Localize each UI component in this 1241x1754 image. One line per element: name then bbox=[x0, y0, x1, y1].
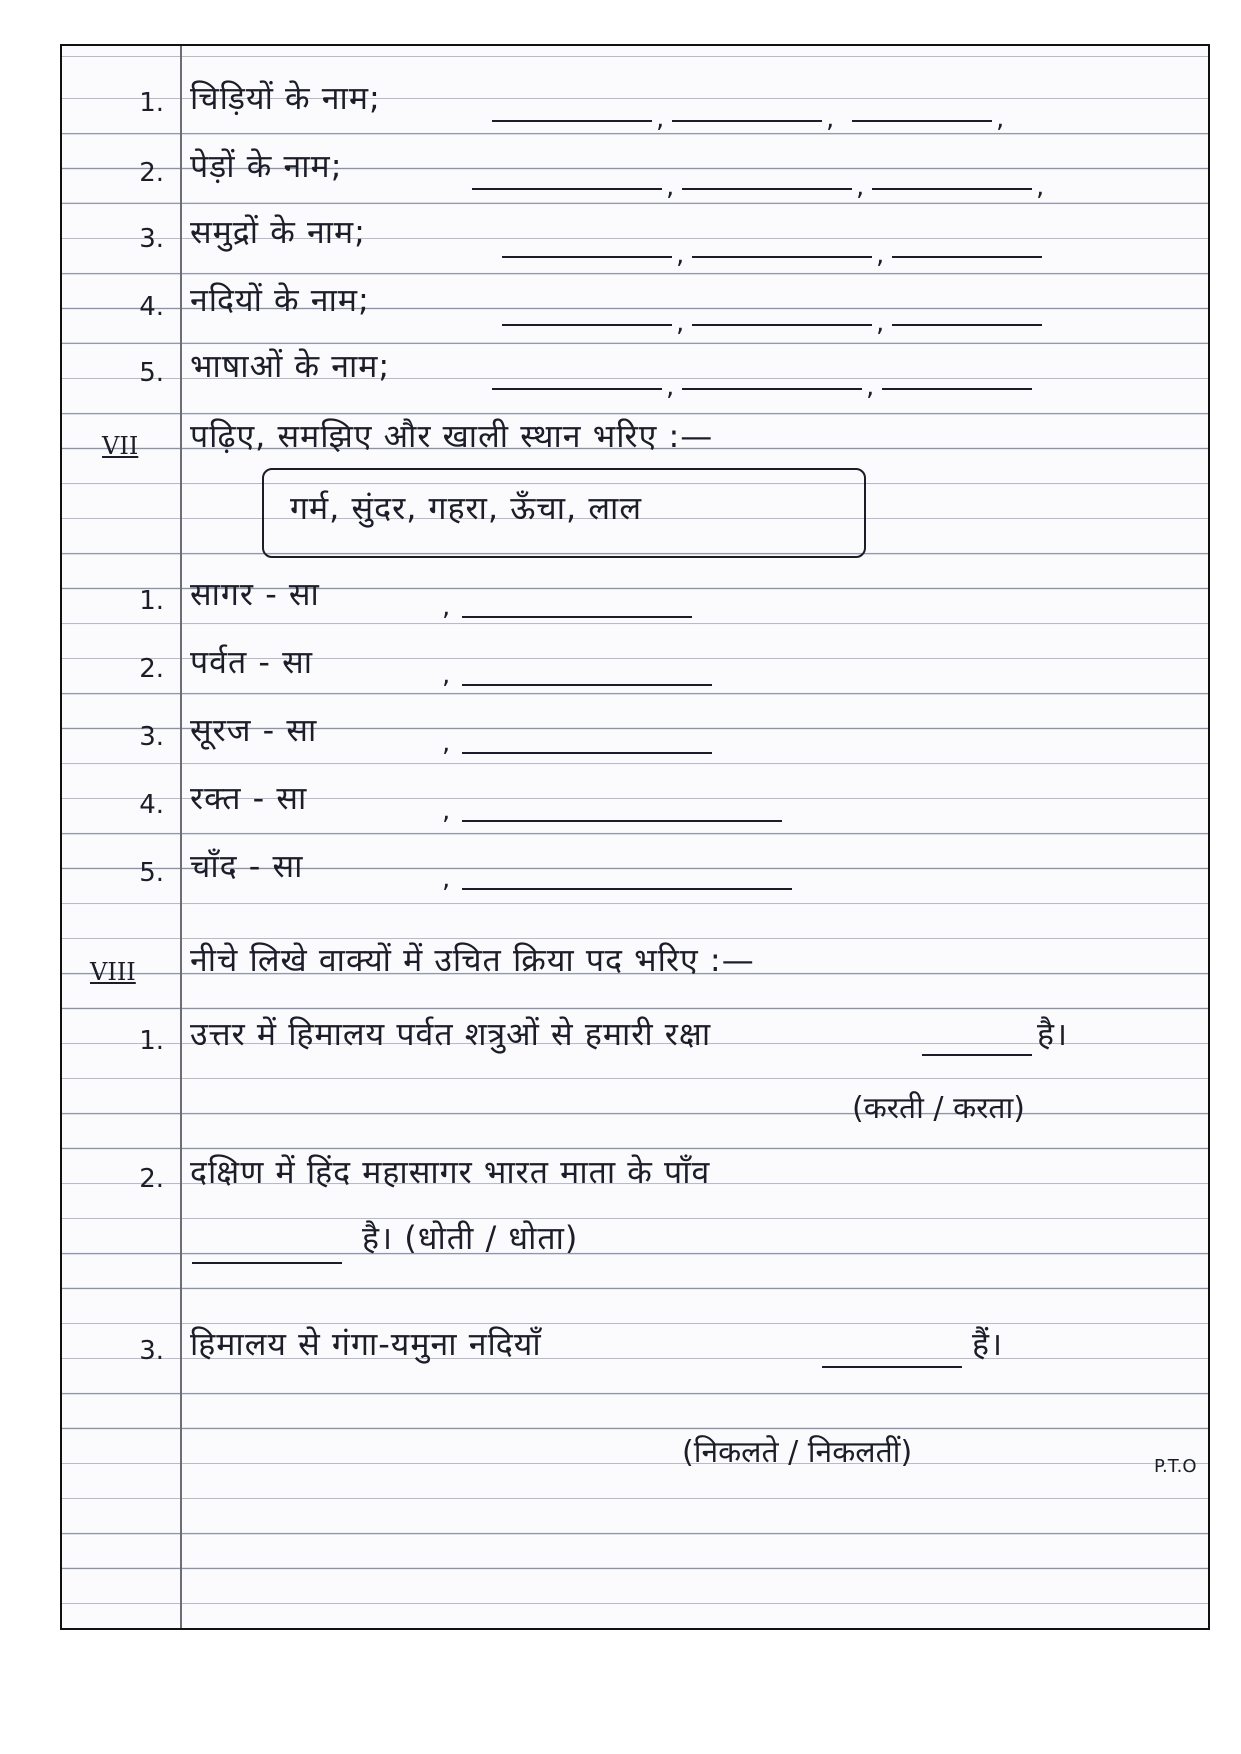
simile-question-3: सूरज - सा bbox=[190, 711, 318, 749]
item-number: 2. bbox=[139, 1164, 164, 1194]
verb-question-3-end: हैं। bbox=[972, 1325, 1004, 1363]
answer-blank bbox=[692, 324, 872, 326]
answer-blank bbox=[462, 888, 792, 890]
comma: , bbox=[666, 372, 675, 402]
margin-line bbox=[180, 46, 182, 1628]
names-question-5: भाषाओं के नाम; bbox=[190, 347, 391, 385]
verb-options-1: (करती / करता) bbox=[852, 1091, 1025, 1126]
answer-blank bbox=[462, 820, 782, 822]
answer-blank bbox=[672, 120, 822, 122]
answer-blank bbox=[502, 324, 672, 326]
answer-blank bbox=[192, 1262, 342, 1264]
worksheet-page bbox=[60, 44, 1210, 1630]
answer-blank bbox=[692, 256, 872, 258]
simile-question-1: सागर - सा bbox=[190, 575, 320, 613]
comma: , bbox=[442, 728, 451, 758]
comma: , bbox=[666, 172, 675, 202]
section-roman-vii: VII bbox=[102, 432, 139, 460]
item-number: 1. bbox=[139, 586, 164, 616]
names-question-4: नदियों के नाम; bbox=[190, 281, 370, 319]
item-number: 4. bbox=[139, 292, 164, 322]
item-number: 1. bbox=[139, 1026, 164, 1056]
comma: , bbox=[442, 864, 451, 894]
section-vii-instruction: पढ़िए, समझिए और खाली स्थान भरिए :— bbox=[190, 417, 714, 455]
comma: , bbox=[676, 308, 685, 338]
word-bank: गर्म, सुंदर, गहरा, ऊँचा, लाल bbox=[290, 489, 643, 527]
simile-question-2: पर्वत - सा bbox=[190, 643, 314, 681]
comma: , bbox=[676, 240, 685, 270]
section-viii-instruction: नीचे लिखे वाक्यों में उचित क्रिया पद भरिए :— bbox=[190, 941, 755, 979]
item-number: 4. bbox=[139, 790, 164, 820]
verb-question-1: उत्तर में हिमालय पर्वत शत्रुओं से हमारी रक्षा bbox=[190, 1015, 712, 1053]
verb-question-2-end: है। (धोती / धोता) bbox=[362, 1219, 579, 1257]
answer-blank bbox=[502, 256, 672, 258]
item-number: 5. bbox=[139, 858, 164, 888]
answer-blank bbox=[462, 684, 712, 686]
comma: , bbox=[442, 796, 451, 826]
comma: , bbox=[866, 372, 875, 402]
item-number: 3. bbox=[139, 1336, 164, 1366]
comma: , bbox=[442, 592, 451, 622]
answer-blank bbox=[892, 324, 1042, 326]
comma: , bbox=[1036, 172, 1045, 202]
answer-blank bbox=[472, 188, 662, 190]
answer-blank bbox=[492, 120, 652, 122]
answer-blank bbox=[822, 1366, 962, 1368]
comma: , bbox=[876, 308, 885, 338]
answer-blank bbox=[682, 388, 862, 390]
comma: , bbox=[442, 660, 451, 690]
verb-question-3: हिमालय से गंगा-यमुना नदियाँ bbox=[190, 1325, 542, 1363]
verb-question-2: दक्षिण में हिंद महासागर भारत माता के पाँव bbox=[190, 1153, 711, 1191]
simile-question-4: रक्त - सा bbox=[190, 779, 308, 817]
comma: , bbox=[996, 104, 1005, 134]
item-number: 3. bbox=[139, 722, 164, 752]
answer-blank bbox=[462, 616, 692, 618]
comma: , bbox=[876, 240, 885, 270]
verb-question-1-end: है। bbox=[1037, 1015, 1069, 1053]
answer-blank bbox=[682, 188, 852, 190]
answer-blank bbox=[922, 1054, 1032, 1056]
pto-note: P.T.O bbox=[1154, 1456, 1197, 1477]
answer-blank bbox=[872, 188, 1032, 190]
answer-blank bbox=[882, 388, 1032, 390]
comma: , bbox=[856, 172, 865, 202]
answer-blank bbox=[492, 388, 662, 390]
names-question-3: समुद्रों के नाम; bbox=[190, 213, 366, 251]
names-question-1: चिड़ियों के नाम; bbox=[190, 79, 381, 117]
item-number: 2. bbox=[139, 158, 164, 188]
comma: , bbox=[826, 104, 835, 134]
names-question-2: पेड़ों के नाम; bbox=[190, 147, 343, 185]
section-roman-viii: VIII bbox=[90, 958, 136, 986]
answer-blank bbox=[462, 752, 712, 754]
verb-options-3: (निकलते / निकलतीं) bbox=[682, 1435, 913, 1470]
item-number: 2. bbox=[139, 654, 164, 684]
simile-question-5: चाँद - सा bbox=[190, 847, 304, 885]
item-number: 5. bbox=[139, 358, 164, 388]
answer-blank bbox=[892, 256, 1042, 258]
comma: , bbox=[656, 104, 665, 134]
item-number: 1. bbox=[139, 88, 164, 118]
item-number: 3. bbox=[139, 224, 164, 254]
answer-blank bbox=[852, 120, 992, 122]
